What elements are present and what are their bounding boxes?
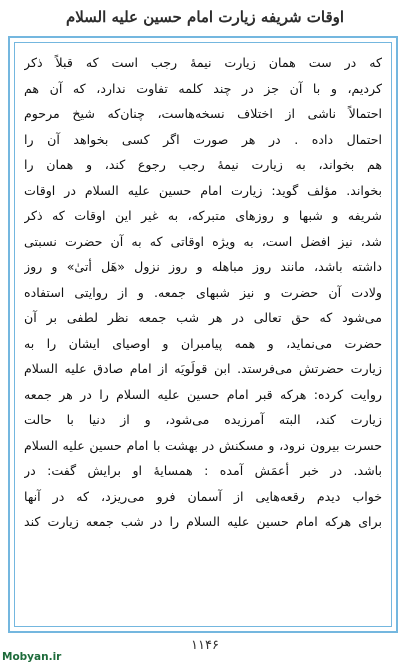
page-number: ۱۱۴۶ <box>191 638 219 653</box>
text-line: بخواند. مؤلف گويد: زيارت امام حسين عليه السلام در اوقات <box>24 182 382 198</box>
text-line: باشد. در خبر أعمَش آمده : همسايهٔ او برايش گفت: در <box>24 463 382 478</box>
text-line: حسرت بيرون نرود، و مسكنش در بهشت با امام حسين عليه السلام <box>24 437 382 453</box>
text-line: روايت كرده: هركه قبر امام حسين عليه السلام را در هر جمعه <box>24 386 382 402</box>
site-watermark: Mobyan.ir <box>2 651 62 663</box>
text-line: هم بخواند، به زيارت نيمهٔ رجب رجوع كند، و همان را <box>24 157 382 172</box>
text-line: زيارت حضرتش می‌فرستد. ابن قولَويَه از امام صادق عليه السلام <box>24 361 382 376</box>
page-header-title: اوقات شریفه زیارت امام حسین علیه السلام <box>65 8 345 26</box>
text-line: می‌شود كه حق تعالی در هر شب جمعه نظر لطفی بر آن <box>24 310 382 325</box>
text-line: ولادت آن حضرت و نيز شبهای جمعه. و از روايتی استفاده <box>24 284 382 300</box>
text-line: كه در ست همان زيارت نيمهٔ رجب است كه قبلاً ذكر <box>24 55 382 70</box>
text-line: احتمالاً ناشی از اختلاف نسخه‌هاست، چنان‌كه شيخ مرحوم <box>24 106 382 121</box>
text-line: احتمال داده . در هر صورت اگر كسی بخواهد آن را <box>24 131 382 147</box>
text-line: كرديم، و با آن جز در چند كلمه تفاوت ندارد، كه آن هم <box>24 80 382 96</box>
text-line: شد، نيز افضل است، به ويژه اوقاتی كه به آن حضرت نسبتی <box>24 233 382 249</box>
text-line: شريفه و شبها و روزهای متبركه، به غير اين اوقات كه ذكر <box>24 208 382 223</box>
text-line: برای هركه امام حسين عليه السلام را در شب جمعه زيارت كند <box>24 514 382 529</box>
text-line: زيارت كند، البته آمرزيده می‌شود، و از دنيا با حالت <box>24 412 382 427</box>
body-text-block <box>24 50 382 535</box>
text-line: خواب ديدم رقعه‌هايی از آسمان فرو می‌ريزد، كه در آنها <box>24 488 382 504</box>
text-line: داشته باشد، مانند روز مباهله و روز نزول «هَل أتیٰ» و روز <box>24 259 382 274</box>
text-line: حضرت می‌نمايد، و همه پيامبران و اوصيای ايشان را به <box>24 335 382 351</box>
